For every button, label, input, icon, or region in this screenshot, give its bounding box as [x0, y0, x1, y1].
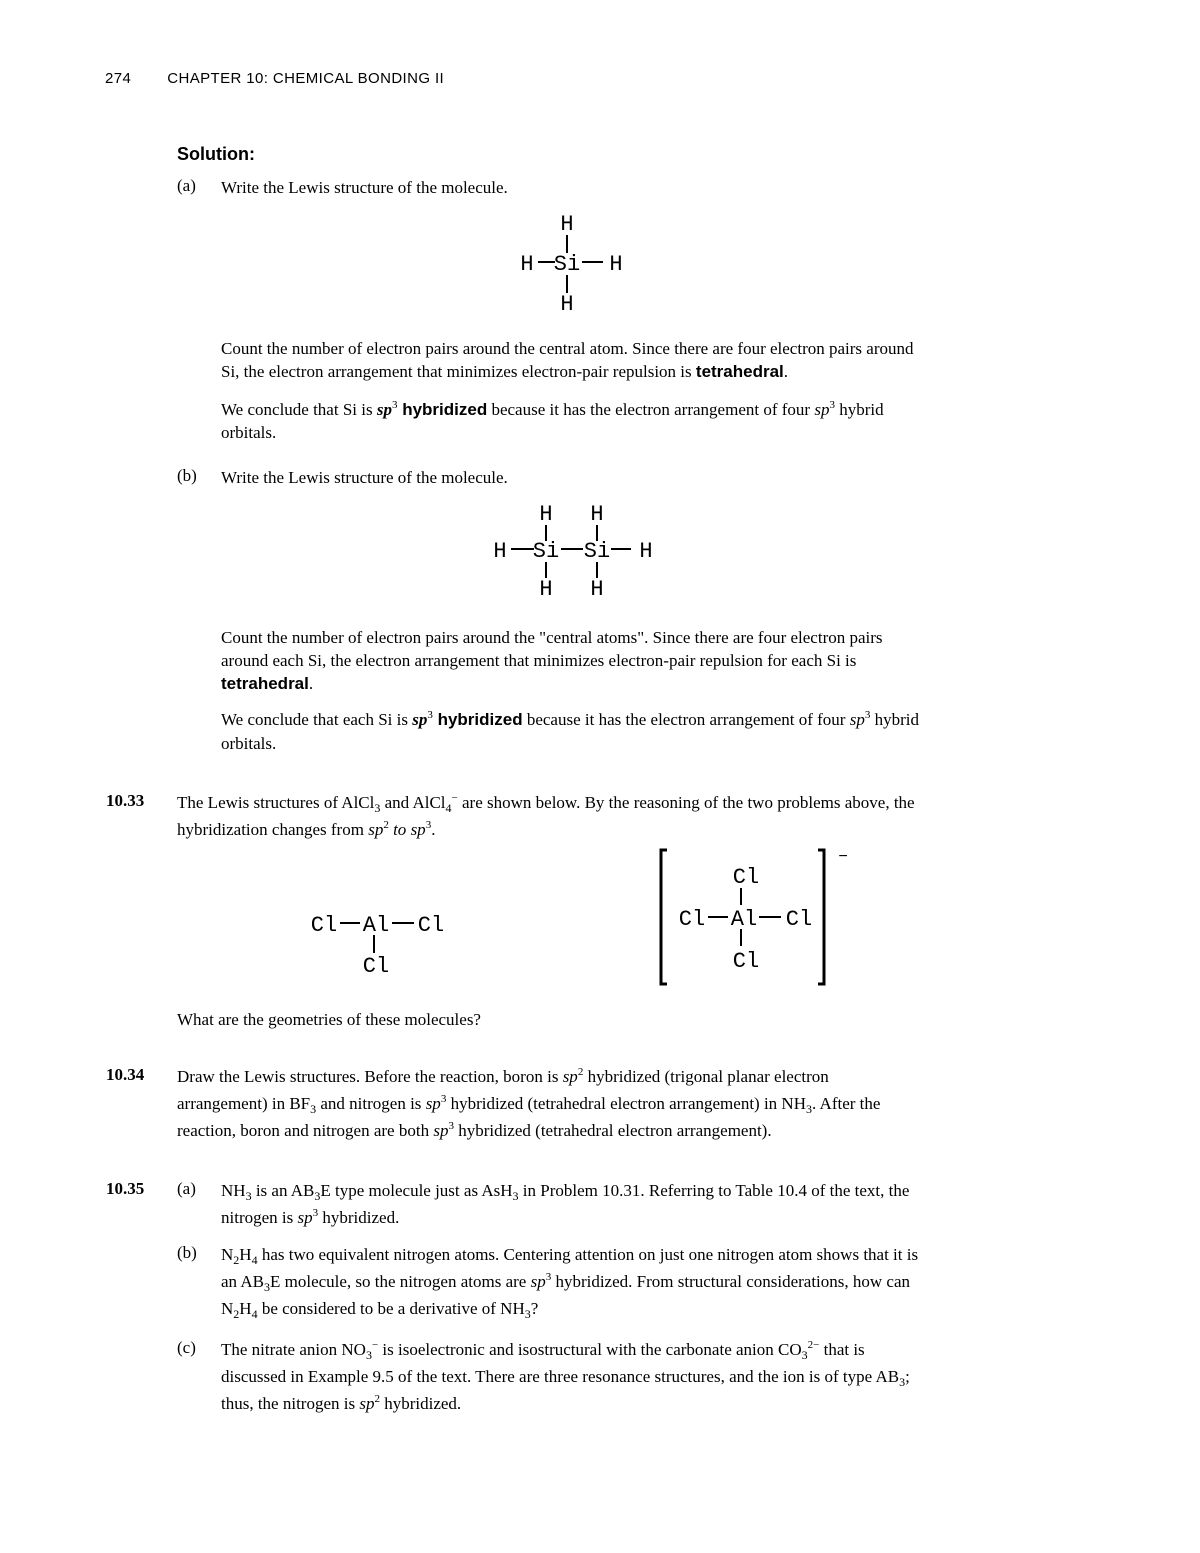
part-b-para1-line2: around each Si, the electron arrangement that minimizes electron-pair repulsion for each Si is — [221, 651, 857, 670]
part-a-para1-line1: Count the number of electron pairs around the central atom. Since there are four electron pairs around — [221, 339, 914, 358]
svg-text:Si: Si — [583, 539, 611, 564]
problem-1033-number: 10.33 — [106, 791, 145, 810]
problem-1035-number: 10.35 — [106, 1179, 145, 1198]
svg-text:Cl: Cl — [732, 949, 760, 974]
solution-heading: Solution: — [177, 144, 255, 164]
part-b-para2-line1: We conclude that each Si is $sp^3$ hybridized because it has the electron arrangement of four $sp^3$ hybrid — [221, 709, 919, 729]
problem-1035-c-label: (c) — [177, 1338, 196, 1357]
problem-1035-a-line1: $NH_3$ is an $AB_3E$ type molecule just as AsH$_3$ in Problem 10.31. Referring to Table 10.4 of the text, the — [221, 1181, 910, 1203]
problem-1035-b-line3: $N_2H_4$ be considered to be a derivative of $NH_3$? — [221, 1299, 539, 1321]
svg-text:H: H — [539, 577, 553, 602]
svg-text:H: H — [539, 502, 553, 527]
svg-text:Cl: Cl — [362, 954, 390, 979]
svg-text:H: H — [590, 577, 604, 602]
svg-text:Cl: Cl — [310, 913, 338, 938]
anion-charge: − — [838, 848, 848, 866]
problem-1035-c-line3: thus, the nitrogen is $sp^2$ hybridized. — [221, 1393, 462, 1413]
problem-1035-b-label: (b) — [177, 1243, 197, 1262]
chapter-title: CHAPTER 10: CHEMICAL BONDING II — [167, 70, 445, 87]
svg-text:H: H — [493, 539, 507, 564]
part-b-label: (b) — [177, 466, 197, 485]
problem-1033-line1: The Lewis structures of AlCl$_3$ and AlCl$_4$− are shown below. By the reasoning of the two problems above, the — [177, 792, 915, 815]
svg-text:Al: Al — [730, 907, 758, 932]
lewis-sih4 — [500, 205, 650, 315]
problem-1033-question: What are the geometries of these molecules? — [177, 1010, 481, 1029]
atom-si: Si — [553, 252, 581, 277]
svg-text:H: H — [639, 539, 653, 564]
atom-h-top: H — [560, 212, 574, 237]
part-a-para1-line2: Si, the electron arrangement that minimizes electron-pair repulsion is tetrahedral. — [221, 362, 789, 381]
part-a-intro: Write the Lewis structure of the molecule. — [221, 178, 508, 197]
svg-text:Cl: Cl — [678, 907, 706, 932]
page-header — [105, 70, 444, 87]
problem-1035-a-label: (a) — [177, 1179, 196, 1198]
part-a-para2-line2: orbitals. — [221, 423, 277, 442]
lewis-si2h6 — [480, 495, 680, 605]
problem-1034-line2: arrangement) in $BF_3$ and nitrogen is $sp^3$ hybridized (tetrahedral electron arrangement) in $NH_3$. After the — [177, 1093, 881, 1116]
part-b-intro: Write the Lewis structure of the molecule. — [221, 468, 508, 487]
lewis-alcl4-anion — [655, 845, 855, 990]
svg-text:Cl: Cl — [417, 913, 445, 938]
problem-1034-line1: Draw the Lewis structures. Before the reaction, boron is $sp^2$ hybridized (trigonal planar electron — [177, 1066, 829, 1086]
page-number: 274 — [105, 70, 132, 87]
part-a-label: (a) — [177, 176, 196, 195]
part-b-para2-line2: orbitals. — [221, 734, 277, 753]
problem-1035-b-line2: an $AB_3E$ molecule, so the nitrogen atoms are $sp^3$ hybridized. From structural considerations, how can — [221, 1271, 911, 1294]
atom-h-left: H — [520, 252, 534, 277]
svg-text:Cl: Cl — [732, 865, 760, 890]
problem-1035-a-line2: nitrogen is $sp^3$ hybridized. — [221, 1207, 400, 1227]
part-b-para1-line3: tetrahedral. — [221, 674, 314, 693]
svg-text:Al: Al — [362, 913, 390, 938]
problem-1035-c-line1: The nitrate anion $NO_3^-$ is isoelectronic and isostructural with the carbonate anion $CO_3^{2-}$ that is — [221, 1339, 865, 1362]
problem-1034-line3: reaction, boron and nitrogen are both $sp^3$ hybridized (tetrahedral electron arrangement). — [177, 1120, 772, 1140]
atom-h-bottom: H — [560, 292, 574, 315]
problem-1034-number: 10.34 — [106, 1065, 145, 1084]
part-b-para1-line1: Count the number of electron pairs around the "central atoms". Since there are four electron pairs — [221, 628, 883, 647]
lewis-alcl3 — [300, 905, 460, 985]
part-a-para2-line1: We conclude that Si is $sp^3$ hybridized because it has the electron arrangement of four $sp^3$ hybrid — [221, 399, 884, 419]
problem-1033-line2: hybridization changes from $sp^2$ to $sp^3$. — [177, 819, 436, 839]
svg-text:Si: Si — [532, 539, 560, 564]
svg-text:Cl: Cl — [785, 907, 813, 932]
problem-1035-b-line1: $N_2H_4$ has two equivalent nitrogen atoms. Centering attention on just one nitrogen atom shows that it is — [221, 1245, 919, 1267]
svg-text:H: H — [590, 502, 604, 527]
problem-1035-c-line2: discussed in Example 9.5 of the text. There are three resonance structures, and the ion is of type $AB_3$; — [221, 1367, 910, 1389]
atom-h-right: H — [609, 252, 623, 277]
